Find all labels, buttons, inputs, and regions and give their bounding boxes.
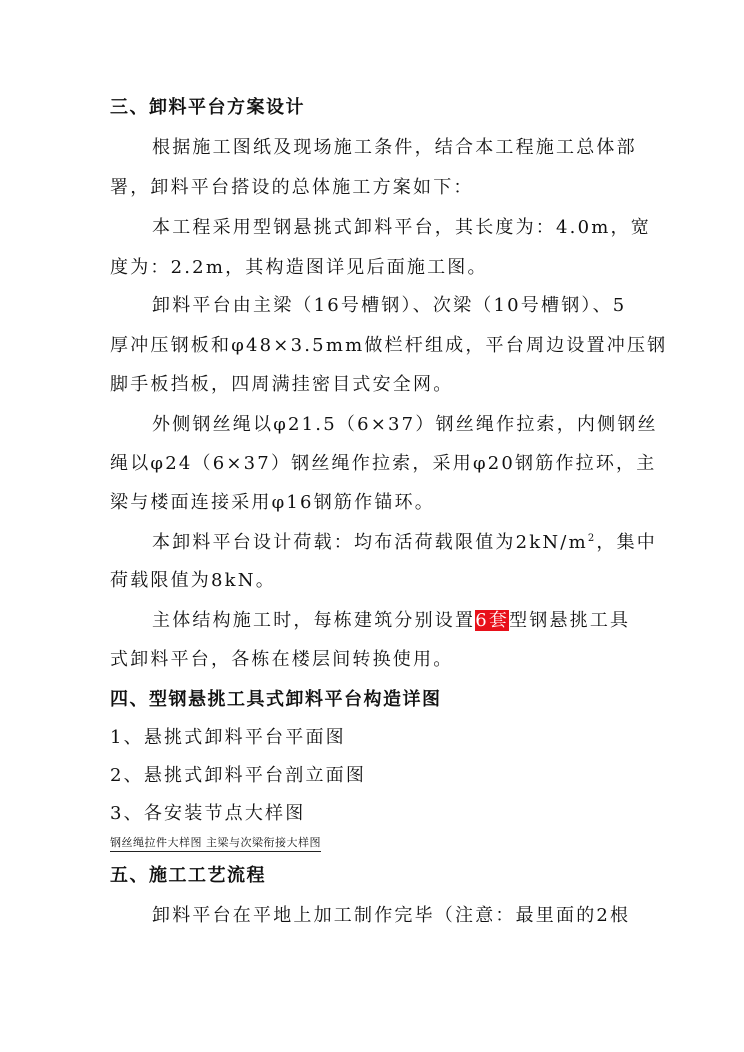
paragraph-line: 绳以φ24（6×37）钢丝绳作拉索，采用φ20钢筋作拉环，主 (110, 453, 657, 474)
paragraph-line: 署，卸料平台搭设的总体施工方案如下： (110, 177, 474, 198)
paragraph-line: 度为：2.2m，其构造图详见后面施工图。 (110, 257, 488, 278)
paragraph-line: 荷载限值为8kN。 (110, 570, 276, 591)
paragraph-line: 式卸料平台，各栋在楼层间转换使用。 (110, 649, 454, 670)
paragraph-line: 卸料平台由主梁（16号槽钢）、次梁（10号槽钢）、5 (152, 295, 627, 316)
paragraph-line: 卸料平台在平地上加工制作完毕（注意：最里面的2根 (152, 905, 631, 926)
section-5-heading: 五、施工工艺流程 (110, 865, 266, 886)
figure-caption: 钢丝绳拉件大样图 主梁与次梁衔接大样图 (110, 836, 321, 852)
text-after-highlight: 型钢悬挑工具 (509, 610, 631, 631)
load-text-end: ，集中 (596, 532, 658, 553)
highlighted-count: 6套 (475, 610, 510, 631)
paragraph-line (152, 609, 744, 633)
paragraph-line: 梁与楼面连接采用φ16钢筋作锚环。 (110, 492, 435, 513)
load-text: 本卸料平台设计荷载：均布活荷载限值为2kN/m (152, 532, 588, 553)
list-item: 2、悬挑式卸料平台剖立面图 (110, 765, 367, 786)
superscript: 2 (587, 533, 597, 544)
paragraph-line: 脚手板挡板，四周满挂密目式安全网。 (110, 374, 454, 395)
paragraph-line: 本工程采用型钢悬挑式卸料平台，其长度为：4.0m，宽 (152, 217, 651, 238)
section-4-heading: 四、型钢悬挑工具式卸料平台构造详图 (110, 689, 442, 710)
paragraph-line: 厚冲压钢板和φ48×3.5mm做栏杆组成，平台周边设置冲压钢 (110, 335, 668, 356)
list-item: 1、悬挑式卸料平台平面图 (110, 727, 346, 748)
paragraph-line: 根据施工图纸及现场施工条件，结合本工程施工总体部 (152, 137, 637, 158)
paragraph-line (152, 531, 744, 555)
paragraph-line: 外侧钢丝绳以φ21.5（6×37）钢丝绳作拉索，内侧钢丝 (152, 414, 658, 435)
text-before-highlight: 主体结构施工时，每栋建筑分别设置 (152, 610, 476, 631)
section-3-heading: 三、卸料平台方案设计 (110, 97, 305, 118)
list-item: 3、各安装节点大样图 (110, 803, 306, 824)
